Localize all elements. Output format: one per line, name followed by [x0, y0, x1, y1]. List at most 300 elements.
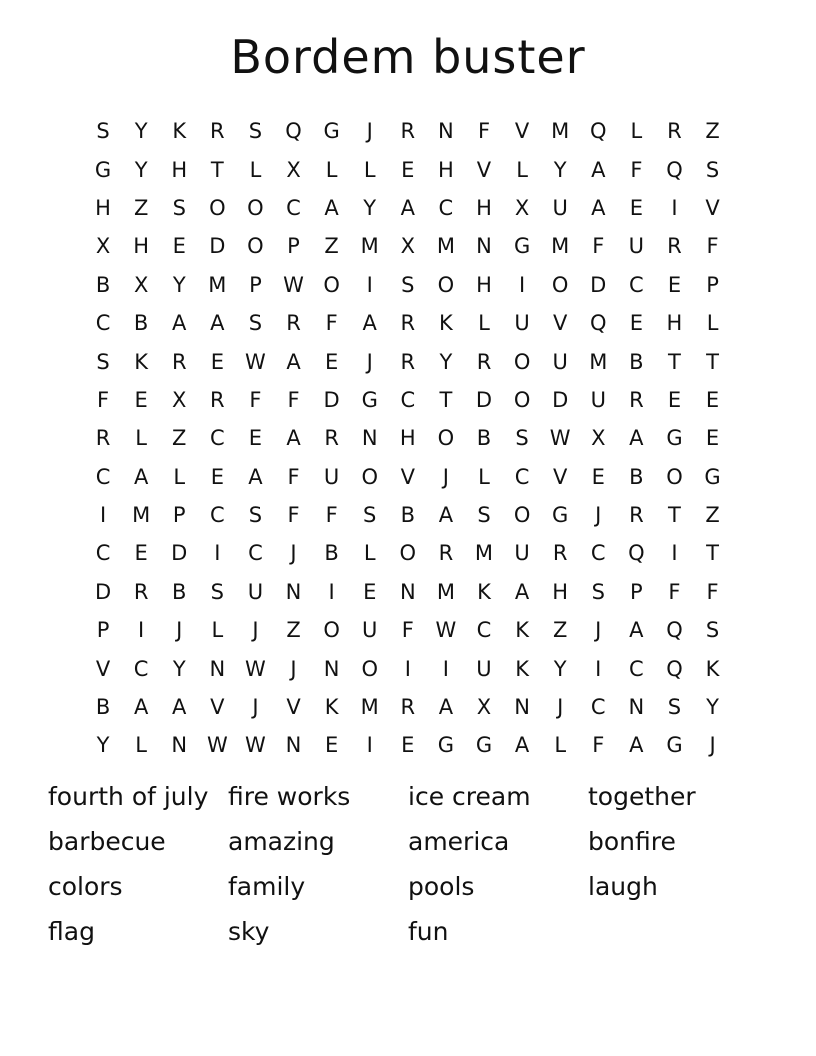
grid-letter[interactable]: A	[629, 618, 644, 643]
grid-letter[interactable]: J	[366, 349, 373, 374]
grid-letter[interactable]: N	[514, 695, 530, 720]
grid-letter[interactable]: C	[476, 618, 492, 643]
grid-letter[interactable]: M	[132, 503, 151, 528]
grid-letter[interactable]: I	[366, 272, 373, 297]
grid-letter[interactable]: H	[552, 579, 569, 604]
grid-letter[interactable]: S	[248, 119, 263, 144]
grid-letter[interactable]: G	[552, 503, 569, 528]
grid-letter[interactable]: H	[171, 157, 188, 182]
grid-letter[interactable]: S	[172, 195, 186, 220]
grid-letter[interactable]: Y	[172, 656, 186, 681]
grid-letter[interactable]: F	[706, 579, 719, 604]
grid-letter[interactable]: B	[172, 579, 187, 604]
grid-letter[interactable]: A	[324, 195, 339, 220]
grid-letter[interactable]: M	[474, 541, 494, 566]
grid-letter[interactable]: N	[209, 656, 226, 681]
grid-letter[interactable]: R	[210, 119, 225, 144]
grid-row	[84, 381, 732, 419]
grid-letter[interactable]: P	[287, 234, 300, 259]
grid-letter[interactable]: I	[138, 618, 145, 643]
grid-letter[interactable]: R	[552, 541, 568, 566]
grid-letter[interactable]: S	[210, 579, 224, 604]
grid-letter[interactable]: G	[361, 387, 378, 412]
grid-letter[interactable]: C	[286, 195, 301, 220]
grid-letter[interactable]: U	[552, 195, 568, 220]
grid-letter[interactable]: W	[435, 618, 457, 643]
grid-letter[interactable]: V	[552, 464, 568, 489]
grid-letter[interactable]: Y	[553, 656, 567, 681]
grid-letter[interactable]: E	[401, 157, 415, 182]
grid-letter[interactable]: E	[324, 733, 339, 758]
grid-letter[interactable]: P	[96, 618, 110, 643]
grid-letter[interactable]: D	[171, 541, 188, 566]
grid-letter[interactable]: J	[366, 119, 373, 144]
grid-letter[interactable]: R	[133, 579, 149, 604]
grid-letter[interactable]: O	[437, 426, 455, 451]
grid-letter[interactable]: I	[518, 272, 526, 297]
grid-letter[interactable]: C	[95, 311, 111, 336]
grid-letter[interactable]: L	[249, 157, 262, 182]
grid-letter[interactable]: L	[630, 119, 643, 144]
grid-letter[interactable]: N	[476, 234, 492, 259]
word-list	[48, 782, 768, 962]
grid-letter[interactable]: C	[95, 464, 111, 489]
grid-letter[interactable]: H	[437, 157, 454, 182]
grid-letter[interactable]: S	[96, 119, 110, 144]
grid-letter[interactable]: C	[209, 426, 225, 451]
grid-letter[interactable]: U	[514, 541, 530, 566]
grid-letter[interactable]: N	[323, 656, 340, 681]
grid-letter[interactable]: Z	[552, 618, 568, 643]
grid-letter[interactable]: L	[173, 464, 186, 489]
grid-letter[interactable]: N	[171, 733, 188, 758]
grid-letter[interactable]: K	[439, 311, 453, 336]
grid-letter[interactable]: G	[666, 426, 683, 451]
grid-letter[interactable]: U	[590, 387, 606, 412]
grid-letter[interactable]: K	[324, 695, 339, 720]
grid-letter[interactable]: C	[590, 541, 606, 566]
grid-letter[interactable]: E	[667, 387, 682, 412]
grid-letter[interactable]: L	[363, 157, 376, 182]
grid-letter[interactable]: B	[95, 272, 111, 297]
grid-letter[interactable]: W	[206, 733, 228, 758]
grid-letter[interactable]: Y	[363, 195, 377, 220]
grid-letter[interactable]: W	[245, 733, 266, 758]
grid-letter[interactable]: F	[477, 119, 491, 144]
grid-letter[interactable]: A	[133, 464, 149, 489]
grid-letter[interactable]: J	[176, 618, 183, 643]
grid-letter[interactable]: T	[668, 349, 681, 374]
grid-letter[interactable]: O	[361, 656, 378, 681]
grid-letter[interactable]: E	[629, 311, 643, 336]
grid-letter[interactable]: N	[285, 579, 302, 604]
grid-letter[interactable]: T	[706, 349, 719, 374]
grid-letter[interactable]: T	[210, 157, 224, 182]
grid-letter[interactable]: R	[667, 234, 682, 259]
grid-letter[interactable]: R	[476, 349, 492, 374]
grid-letter[interactable]: B	[400, 503, 415, 528]
grid-letter[interactable]: K	[515, 618, 529, 643]
grid-letter[interactable]: R	[324, 426, 339, 451]
grid-letter[interactable]: A	[438, 695, 454, 720]
grid-letter[interactable]: X	[133, 272, 149, 297]
grid-letter[interactable]: L	[211, 618, 224, 643]
grid-letter[interactable]: S	[667, 695, 682, 720]
grid-row	[84, 611, 732, 649]
grid-letter[interactable]: X	[591, 426, 606, 451]
grid-letter[interactable]: E	[667, 272, 682, 297]
grid-row	[84, 150, 732, 188]
grid-letter[interactable]: E	[248, 426, 263, 451]
grid-letter[interactable]: O	[513, 349, 531, 374]
grid-letter[interactable]: A	[286, 426, 301, 451]
grid-letter[interactable]: J	[557, 695, 564, 720]
grid-letter[interactable]: Q	[666, 618, 683, 643]
grid-letter[interactable]: L	[325, 157, 338, 182]
grid-letter[interactable]: R	[171, 349, 187, 374]
grid-letter[interactable]: Z	[133, 195, 149, 220]
grid-letter[interactable]: G	[475, 733, 493, 758]
grid-letter[interactable]: L	[478, 311, 490, 336]
grid-row	[84, 458, 732, 496]
grid-letter[interactable]: N	[628, 695, 645, 720]
grid-letter[interactable]: R	[629, 387, 644, 412]
grid-letter[interactable]: S	[515, 426, 529, 451]
grid-letter[interactable]: F	[287, 387, 300, 412]
grid-letter[interactable]: I	[595, 656, 602, 681]
grid-letter[interactable]: O	[323, 272, 340, 297]
grid-letter[interactable]: U	[552, 349, 568, 374]
grid-letter[interactable]: G	[323, 119, 340, 144]
grid-letter[interactable]: O	[513, 387, 531, 412]
grid-letter[interactable]: S	[477, 503, 491, 528]
grid-letter[interactable]: R	[629, 503, 644, 528]
grid-letter[interactable]: H	[95, 195, 111, 220]
grid-letter[interactable]: Z	[705, 503, 720, 528]
grid-letter[interactable]: K	[172, 119, 187, 144]
grid-letter[interactable]: W	[283, 272, 304, 297]
grid-letter[interactable]: B	[629, 349, 644, 374]
grid-letter[interactable]: M	[360, 234, 379, 259]
grid-letter[interactable]: C	[514, 464, 530, 489]
grid-letter[interactable]: Z	[172, 426, 187, 451]
grid-letter[interactable]: E	[210, 349, 224, 374]
grid-letter[interactable]: Q	[285, 119, 302, 144]
grid-letter[interactable]: R	[400, 695, 416, 720]
grid-letter[interactable]: M	[360, 695, 379, 720]
grid-letter[interactable]: Z	[286, 618, 301, 643]
grid-letter[interactable]: V	[514, 119, 530, 144]
grid-letter[interactable]: I	[671, 195, 678, 220]
grid-letter[interactable]: K	[515, 656, 529, 681]
grid-letter[interactable]: E	[363, 579, 377, 604]
grid-letter[interactable]: K	[477, 579, 491, 604]
grid-letter[interactable]: Q	[666, 157, 683, 182]
grid-letter[interactable]: L	[516, 157, 528, 182]
grid-letter[interactable]: J	[595, 618, 602, 643]
grid-letter[interactable]: J	[290, 541, 297, 566]
grid-letter[interactable]: M	[208, 272, 227, 297]
grid-letter[interactable]: V	[95, 656, 111, 681]
grid-letter[interactable]: X	[400, 234, 415, 259]
grid-letter[interactable]: O	[666, 464, 683, 489]
grid-letter[interactable]: M	[589, 349, 608, 374]
grid-letter[interactable]: U	[476, 656, 492, 681]
grid-letter[interactable]: T	[668, 503, 681, 528]
grid-letter[interactable]: S	[248, 311, 263, 336]
page-title: Bordem buster	[230, 30, 586, 84]
grid-letter[interactable]: Z	[324, 234, 339, 259]
grid-letter[interactable]: F	[287, 503, 300, 528]
grid-letter[interactable]: G	[513, 234, 531, 259]
grid-letter[interactable]: C	[248, 541, 263, 566]
grid-letter[interactable]: N	[285, 733, 302, 758]
grid-letter[interactable]: W	[245, 349, 266, 374]
grid-letter[interactable]: A	[172, 695, 187, 720]
grid-letter[interactable]: S	[401, 272, 415, 297]
grid-letter[interactable]: L	[363, 541, 376, 566]
grid-letter[interactable]: H	[399, 426, 416, 451]
grid-letter[interactable]: F	[592, 234, 605, 259]
grid-letter[interactable]: J	[290, 656, 297, 681]
grid-letter[interactable]: X	[476, 695, 492, 720]
grid-letter[interactable]: D	[552, 387, 569, 412]
grid-letter[interactable]: Q	[590, 311, 607, 336]
grid-letter[interactable]: J	[709, 733, 716, 758]
grid-letter[interactable]: C	[629, 272, 644, 297]
grid-letter[interactable]: V	[210, 695, 225, 720]
grid-letter[interactable]: O	[209, 195, 226, 220]
grid-letter[interactable]: R	[95, 426, 111, 451]
grid-letter[interactable]: A	[629, 733, 644, 758]
grid-letter[interactable]: F	[592, 733, 605, 758]
grid-letter[interactable]: M	[436, 579, 455, 604]
grid-letter[interactable]: O	[437, 272, 455, 297]
grid-letter[interactable]: D	[475, 387, 493, 412]
grid-letter[interactable]: S	[591, 579, 605, 604]
grid-letter[interactable]: K	[134, 349, 149, 374]
grid-letter[interactable]: U	[628, 234, 645, 259]
grid-letter[interactable]: J	[252, 618, 259, 643]
word-list-item: fourth of july	[48, 782, 209, 811]
grid-letter[interactable]: L	[706, 311, 719, 336]
grid-letter[interactable]: P	[630, 579, 643, 604]
grid-letter[interactable]: I	[404, 656, 411, 681]
grid-letter[interactable]: A	[514, 733, 530, 758]
grid-letter[interactable]: E	[591, 464, 605, 489]
grid-letter[interactable]: C	[590, 695, 606, 720]
grid-letter[interactable]: J	[252, 695, 259, 720]
grid-letter[interactable]: Y	[439, 349, 453, 374]
grid-letter[interactable]: B	[476, 426, 492, 451]
grid-letter[interactable]: L	[135, 426, 147, 451]
grid-letter[interactable]: O	[247, 195, 264, 220]
grid-letter[interactable]: G	[437, 733, 455, 758]
grid-letter[interactable]: M	[436, 234, 455, 259]
grid-letter[interactable]: V	[552, 311, 568, 336]
grid-letter[interactable]: L	[478, 464, 490, 489]
grid-letter[interactable]: P	[172, 503, 186, 528]
grid-letter[interactable]: B	[133, 311, 149, 336]
grid-letter[interactable]: O	[361, 464, 378, 489]
grid-letter[interactable]: V	[476, 157, 492, 182]
grid-letter[interactable]: P	[249, 272, 262, 297]
grid-letter[interactable]: F	[706, 234, 719, 259]
grid-letter[interactable]: C	[400, 387, 416, 412]
grid-letter[interactable]: V	[400, 464, 415, 489]
grid-row	[84, 649, 732, 687]
grid-letter[interactable]: X	[172, 387, 187, 412]
grid-letter[interactable]: A	[514, 579, 530, 604]
grid-letter[interactable]: U	[362, 618, 378, 643]
grid-letter[interactable]: A	[248, 464, 263, 489]
grid-letter[interactable]: Y	[553, 157, 567, 182]
grid-letter[interactable]: A	[629, 426, 644, 451]
grid-letter[interactable]: R	[400, 119, 416, 144]
grid-letter[interactable]: S	[705, 618, 720, 643]
grid-letter[interactable]: P	[706, 272, 719, 297]
grid-letter[interactable]: R	[210, 387, 225, 412]
grid-letter[interactable]: H	[476, 272, 492, 297]
grid-letter[interactable]: F	[325, 311, 338, 336]
grid-letter[interactable]: E	[172, 234, 186, 259]
grid-letter[interactable]: U	[323, 464, 340, 489]
grid-letter[interactable]: L	[554, 733, 567, 758]
grid-letter[interactable]: N	[361, 426, 378, 451]
grid-letter[interactable]: B	[95, 695, 111, 720]
grid-letter[interactable]: A	[133, 695, 149, 720]
grid-letter[interactable]: U	[247, 579, 264, 604]
grid-letter[interactable]: R	[400, 311, 416, 336]
grid-letter[interactable]: E	[629, 195, 643, 220]
grid-letter[interactable]: H	[476, 195, 492, 220]
grid-letter[interactable]: M	[551, 119, 570, 144]
grid-letter[interactable]: O	[323, 618, 340, 643]
grid-letter[interactable]: F	[630, 157, 643, 182]
grid-letter[interactable]: R	[400, 349, 416, 374]
grid-letter[interactable]: S	[363, 503, 377, 528]
grid-letter[interactable]: D	[590, 272, 607, 297]
grid-letter[interactable]: E	[401, 733, 415, 758]
grid-letter[interactable]: Y	[172, 272, 186, 297]
grid-letter[interactable]: E	[134, 387, 148, 412]
grid-letter[interactable]: X	[514, 195, 530, 220]
grid-letter[interactable]: A	[286, 349, 301, 374]
grid-letter[interactable]: I	[671, 541, 678, 566]
grid-letter[interactable]: Y	[134, 119, 148, 144]
grid-letter[interactable]: E	[134, 541, 148, 566]
word-list-item: fun	[408, 917, 449, 946]
grid-letter[interactable]: F	[97, 387, 110, 412]
grid-letter[interactable]: W	[549, 426, 571, 451]
grid-letter[interactable]: A	[400, 195, 415, 220]
grid-letter[interactable]: Q	[590, 119, 607, 144]
grid-letter[interactable]: F	[287, 464, 300, 489]
grid-letter[interactable]: Y	[134, 157, 148, 182]
grid-letter[interactable]: A	[362, 311, 377, 336]
grid-letter[interactable]: G	[704, 464, 721, 489]
grid-letter[interactable]: U	[514, 311, 530, 336]
grid-letter[interactable]: C	[209, 503, 225, 528]
grid-letter[interactable]: O	[399, 541, 417, 566]
grid-letter[interactable]: S	[705, 157, 720, 182]
grid-letter[interactable]: E	[210, 464, 224, 489]
grid-letter[interactable]: M	[551, 234, 570, 259]
grid-letter[interactable]: J	[442, 464, 449, 489]
grid-letter[interactable]: D	[209, 234, 226, 259]
grid-letter[interactable]: O	[513, 503, 531, 528]
grid-letter[interactable]: R	[438, 541, 454, 566]
grid-letter[interactable]: C	[95, 541, 111, 566]
grid-letter[interactable]: A	[172, 311, 187, 336]
grid-letter[interactable]: N	[438, 119, 454, 144]
grid-letter[interactable]: E	[324, 349, 339, 374]
grid-letter[interactable]: R	[286, 311, 301, 336]
grid-letter[interactable]: T	[706, 541, 719, 566]
grid-letter[interactable]: X	[95, 234, 111, 259]
grid-letter[interactable]: B	[629, 464, 644, 489]
grid-letter[interactable]: G	[666, 733, 683, 758]
grid-letter[interactable]: S	[96, 349, 110, 374]
word-list-item: america	[408, 827, 510, 856]
grid-letter[interactable]: R	[667, 119, 682, 144]
grid-letter[interactable]: Q	[666, 656, 683, 681]
grid-letter[interactable]: C	[133, 656, 149, 681]
grid-letter[interactable]: A	[591, 157, 606, 182]
grid-letter[interactable]: I	[328, 579, 335, 604]
grid-letter[interactable]: F	[668, 579, 681, 604]
grid-letter[interactable]: F	[325, 503, 338, 528]
grid-letter[interactable]: E	[705, 387, 720, 412]
grid-letter[interactable]: A	[210, 311, 225, 336]
grid-letter[interactable]: T	[439, 387, 453, 412]
grid-letter[interactable]: C	[438, 195, 454, 220]
grid-letter[interactable]: A	[438, 503, 454, 528]
grid-letter[interactable]: A	[591, 195, 606, 220]
grid-letter[interactable]: V	[286, 695, 301, 720]
grid-letter[interactable]: N	[399, 579, 416, 604]
grid-letter[interactable]: I	[99, 503, 107, 528]
grid-letter[interactable]: H	[133, 234, 150, 259]
grid-letter[interactable]: I	[442, 656, 449, 681]
word-list-item: bonfire	[588, 827, 676, 856]
grid-letter[interactable]: F	[249, 387, 262, 412]
grid-letter[interactable]: I	[214, 541, 221, 566]
grid-letter[interactable]: D	[94, 579, 112, 604]
grid-letter[interactable]: W	[245, 656, 266, 681]
grid-letter[interactable]: J	[595, 503, 602, 528]
grid-letter[interactable]: B	[324, 541, 339, 566]
grid-letter[interactable]: G	[94, 157, 112, 182]
grid-letter[interactable]: O	[247, 234, 264, 259]
grid-letter[interactable]: Z	[705, 119, 720, 144]
grid-letter[interactable]: X	[286, 157, 301, 182]
grid-letter[interactable]: V	[705, 195, 720, 220]
grid-letter[interactable]: H	[666, 311, 683, 336]
grid-letter[interactable]: I	[366, 733, 373, 758]
grid-letter[interactable]: Y	[706, 695, 719, 720]
grid-letter[interactable]: L	[135, 733, 147, 758]
grid-letter[interactable]: D	[323, 387, 340, 412]
grid-letter[interactable]: F	[401, 618, 414, 643]
grid-letter[interactable]: Q	[628, 541, 645, 566]
grid-letter[interactable]: C	[629, 656, 644, 681]
grid-letter[interactable]: S	[248, 503, 263, 528]
grid-letter[interactable]: Y	[96, 733, 110, 758]
grid-letter[interactable]: E	[705, 426, 720, 451]
grid-letter[interactable]: K	[705, 656, 720, 681]
grid-letter[interactable]: O	[551, 272, 569, 297]
